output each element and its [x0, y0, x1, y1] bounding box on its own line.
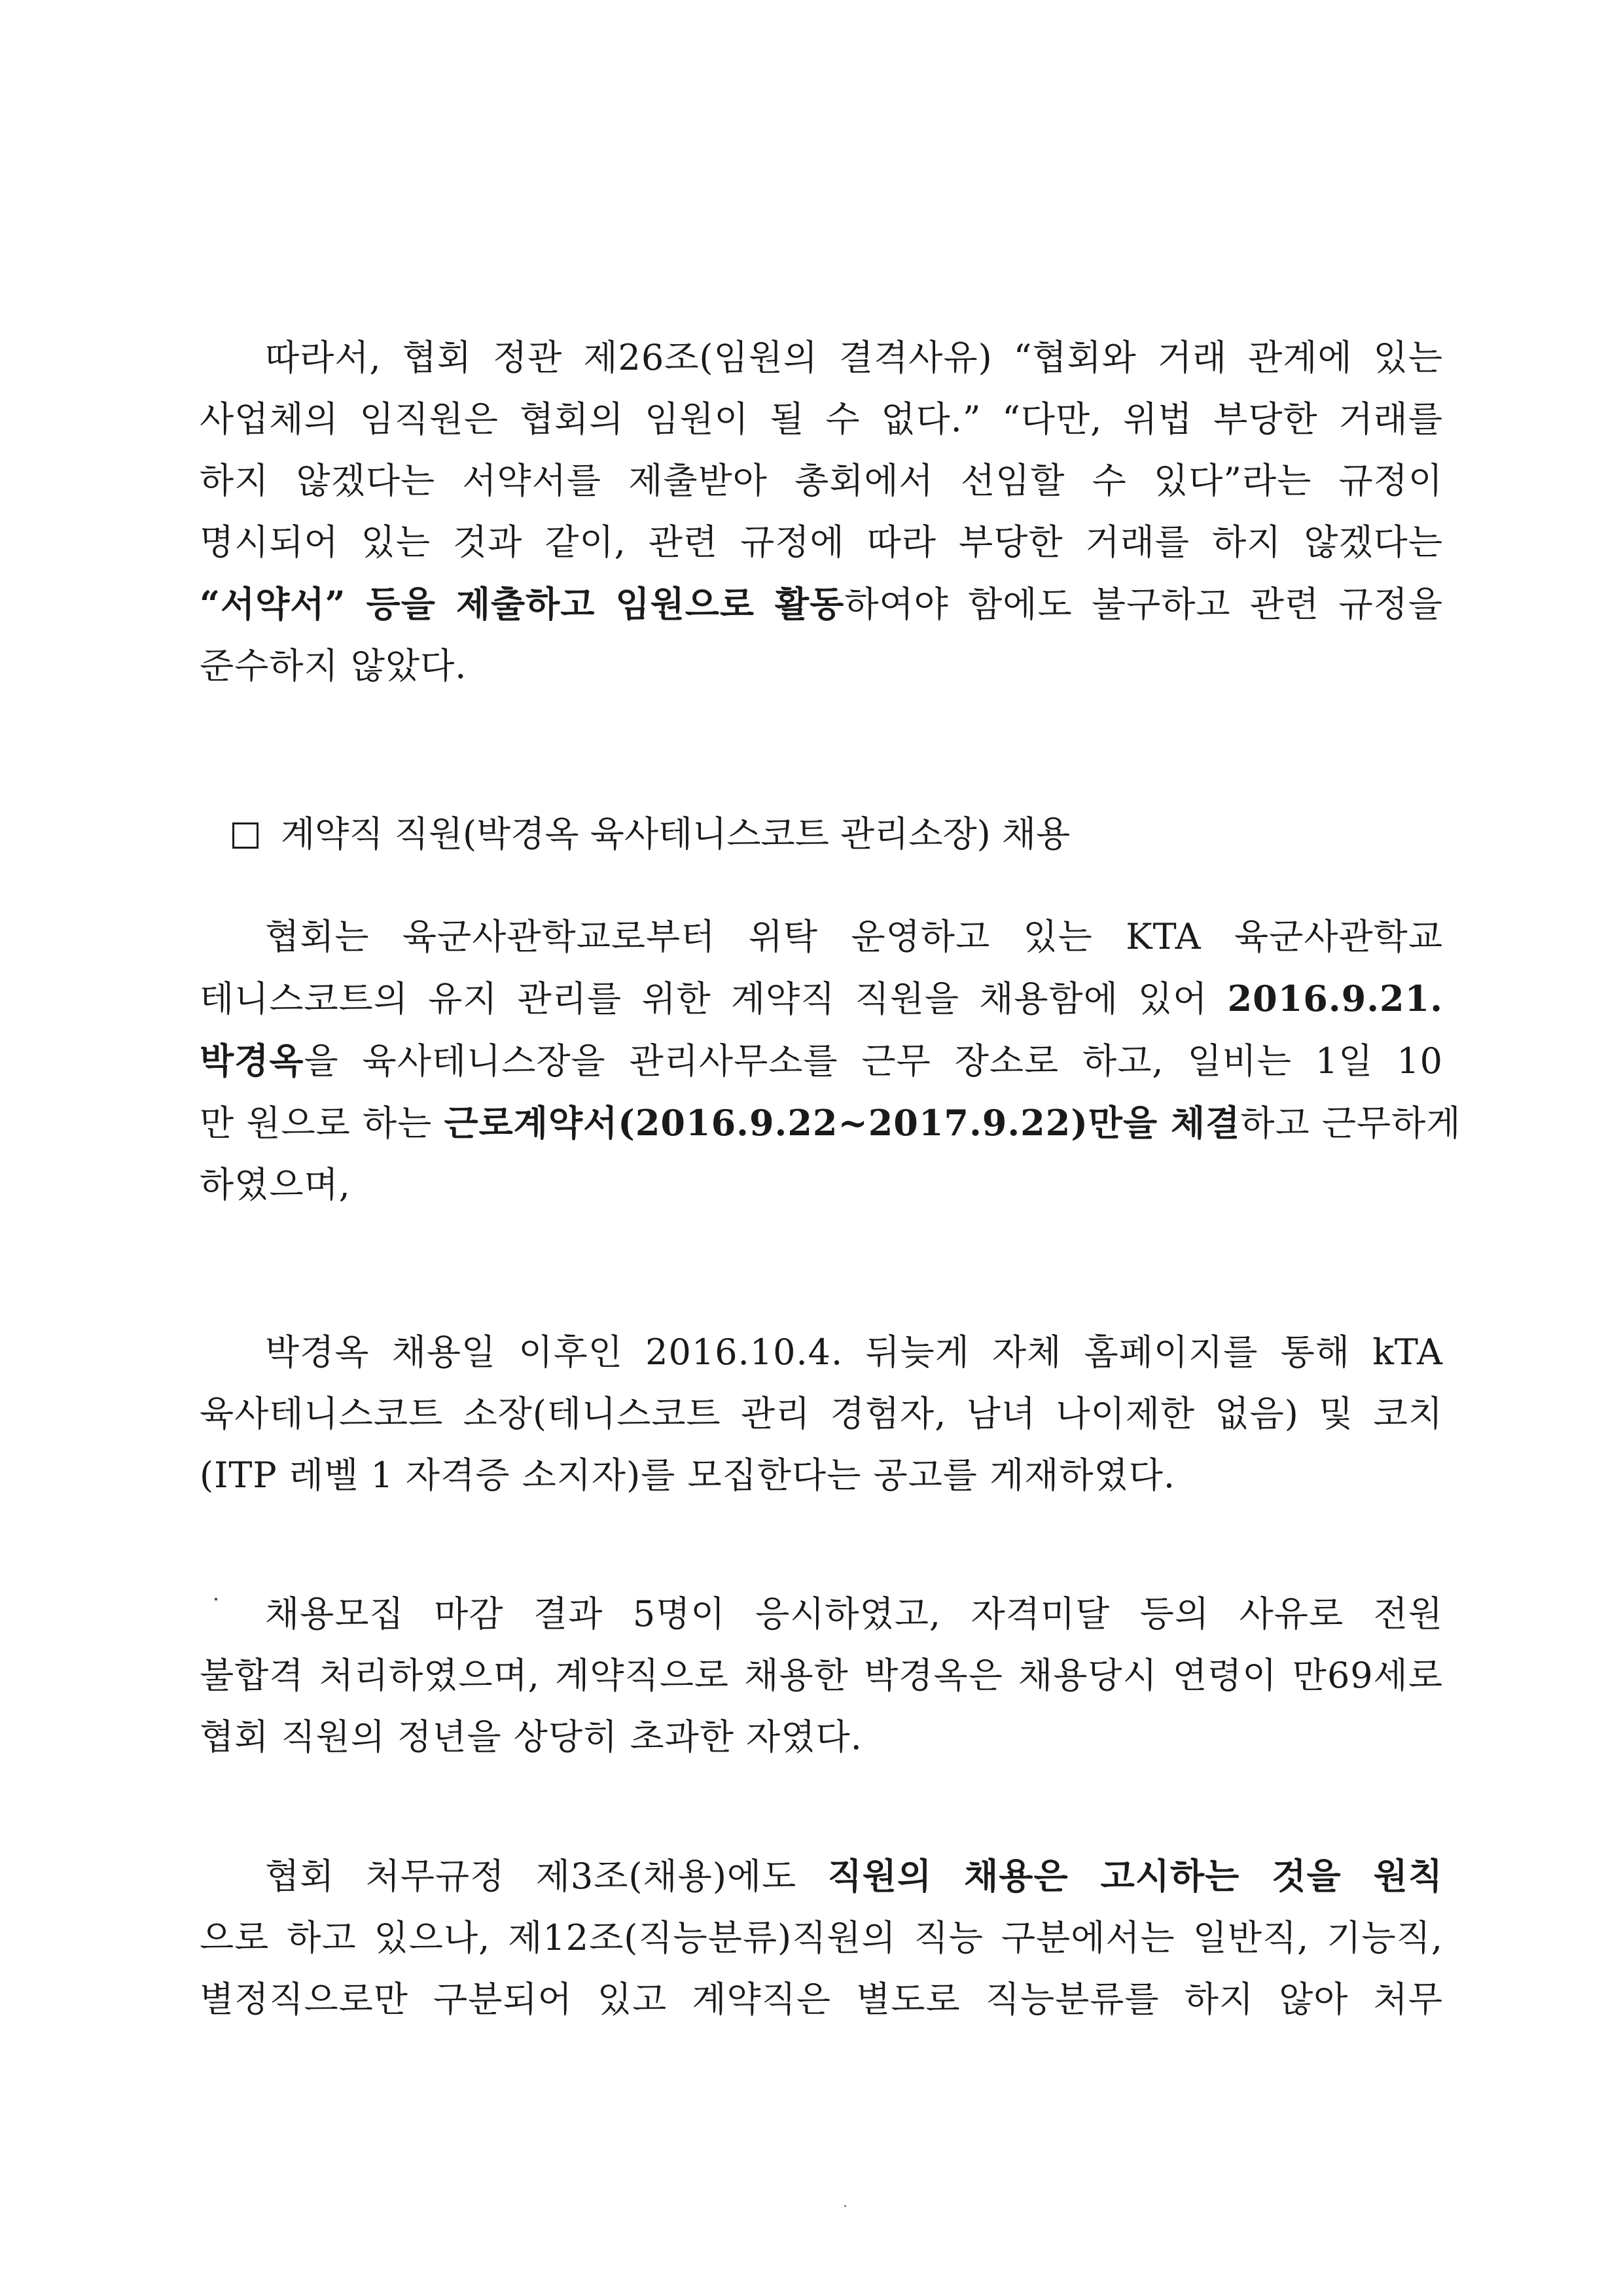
emphasis-text: 2016.9.21.: [1227, 978, 1443, 1019]
paragraph-recruitment-result: [200, 1583, 1443, 1768]
paragraph-line: [200, 968, 1443, 1030]
checkbox-bullet-icon: [232, 822, 259, 849]
scan-artifact: [844, 2205, 846, 2207]
paragraph-line: 으로 하고 있으나, 제12조(직능분류)직원의 직능 구분에서는 일반직, 기능직,: [200, 1917, 1443, 1958]
paragraph-line: 박경옥 채용일 이후인 2016.10.4. 뒤늦게 자체 홈페이지를 통해 kTA: [265, 1332, 1443, 1373]
paragraph-line: 별정직으로만 구분되어 있고 계약직은 별도로 직능분류를 하지 않아 처무: [200, 1979, 1443, 2020]
line-text: 하여야 함에도 불구하고 관련 규정을: [844, 584, 1443, 625]
paragraph-line: 따라서, 협회 정관 제26조(임원의 결격사유) “협회와 거래 관계에 있는: [265, 337, 1443, 378]
paragraph-line: [200, 573, 1443, 635]
paragraph-regulations: [200, 1845, 1443, 2030]
paragraph-line: [200, 1845, 1443, 1907]
emphasis-text: 근로계약서(2016.9.22~2017.9.22)만을 체결: [444, 1102, 1241, 1144]
paragraph-line: 육사테니스코트 소장(테니스코트 관리 경험자, 남녀 나이제한 없음) 및 코치: [200, 1393, 1443, 1434]
section-heading: [232, 808, 1070, 860]
emphasis-text: 박경옥: [200, 1040, 304, 1082]
paragraph-line: [200, 1030, 1443, 1092]
line-text: 테니스코트의 유지 관리를 위한 계약직 직원을 채용함에 있어: [200, 978, 1228, 1019]
scan-artifact: [215, 1598, 217, 1600]
paragraph-line: 하지 않겠다는 서약서를 제출받아 총회에서 선임할 수 있다”라는 규정이: [200, 460, 1443, 501]
paragraph-line: 채용모집 마감 결과 5명이 응시하였고, 자격미달 등의 사유로 전원: [265, 1593, 1443, 1634]
line-text: 협회 처무규정 제3조(채용)에도: [265, 1856, 828, 1897]
paragraph-line: [200, 1092, 1461, 1154]
paragraph-line: 하였으며,: [200, 1164, 351, 1205]
emphasis-text: “서약서” 등을 제출하고 임원으로 활동: [200, 583, 845, 625]
paragraph-recruitment-notice: [200, 1322, 1443, 1506]
paragraph-line: 협회 직원의 정년을 상당히 초과한 자였다.: [200, 1716, 863, 1757]
line-text: 하고 근무하게: [1240, 1103, 1461, 1144]
section-heading-text: 계약직 직원(박경옥 육사테니스코트 관리소장) 채용: [281, 813, 1071, 855]
paragraph-contract-hire: [200, 906, 1461, 1216]
emphasis-text: 직원의 채용은 고시하는 것을 원칙: [827, 1855, 1443, 1897]
line-text: 을 육사테니스장을 관리사무소를 근무 장소로 하고, 일비는 1일 10: [304, 1040, 1443, 1082]
paragraph-line: 협회는 육군사관학교로부터 위탁 운영하고 있는 KTA 육군사관학교: [265, 916, 1443, 957]
paragraph-line: 사업체의 임직원은 협회의 임원이 될 수 없다.” “다만, 위법 부당한 거래를: [200, 398, 1443, 440]
paragraph-line: 불합격 처리하였으며, 계약직으로 채용한 박경옥은 채용당시 연령이 만69세로: [200, 1655, 1443, 1696]
paragraph-disqualification: [200, 327, 1443, 697]
paragraph-line: 명시되어 있는 것과 같이, 관련 규정에 따라 부당한 거래를 하지 않겠다는: [200, 521, 1443, 563]
paragraph-line: 준수하지 않았다.: [200, 645, 467, 686]
line-text: 만 원으로 하는: [200, 1103, 444, 1144]
paragraph-line: (ITP 레벨 1 자격증 소지자)를 모집한다는 공고를 게재하였다.: [200, 1455, 1176, 1496]
